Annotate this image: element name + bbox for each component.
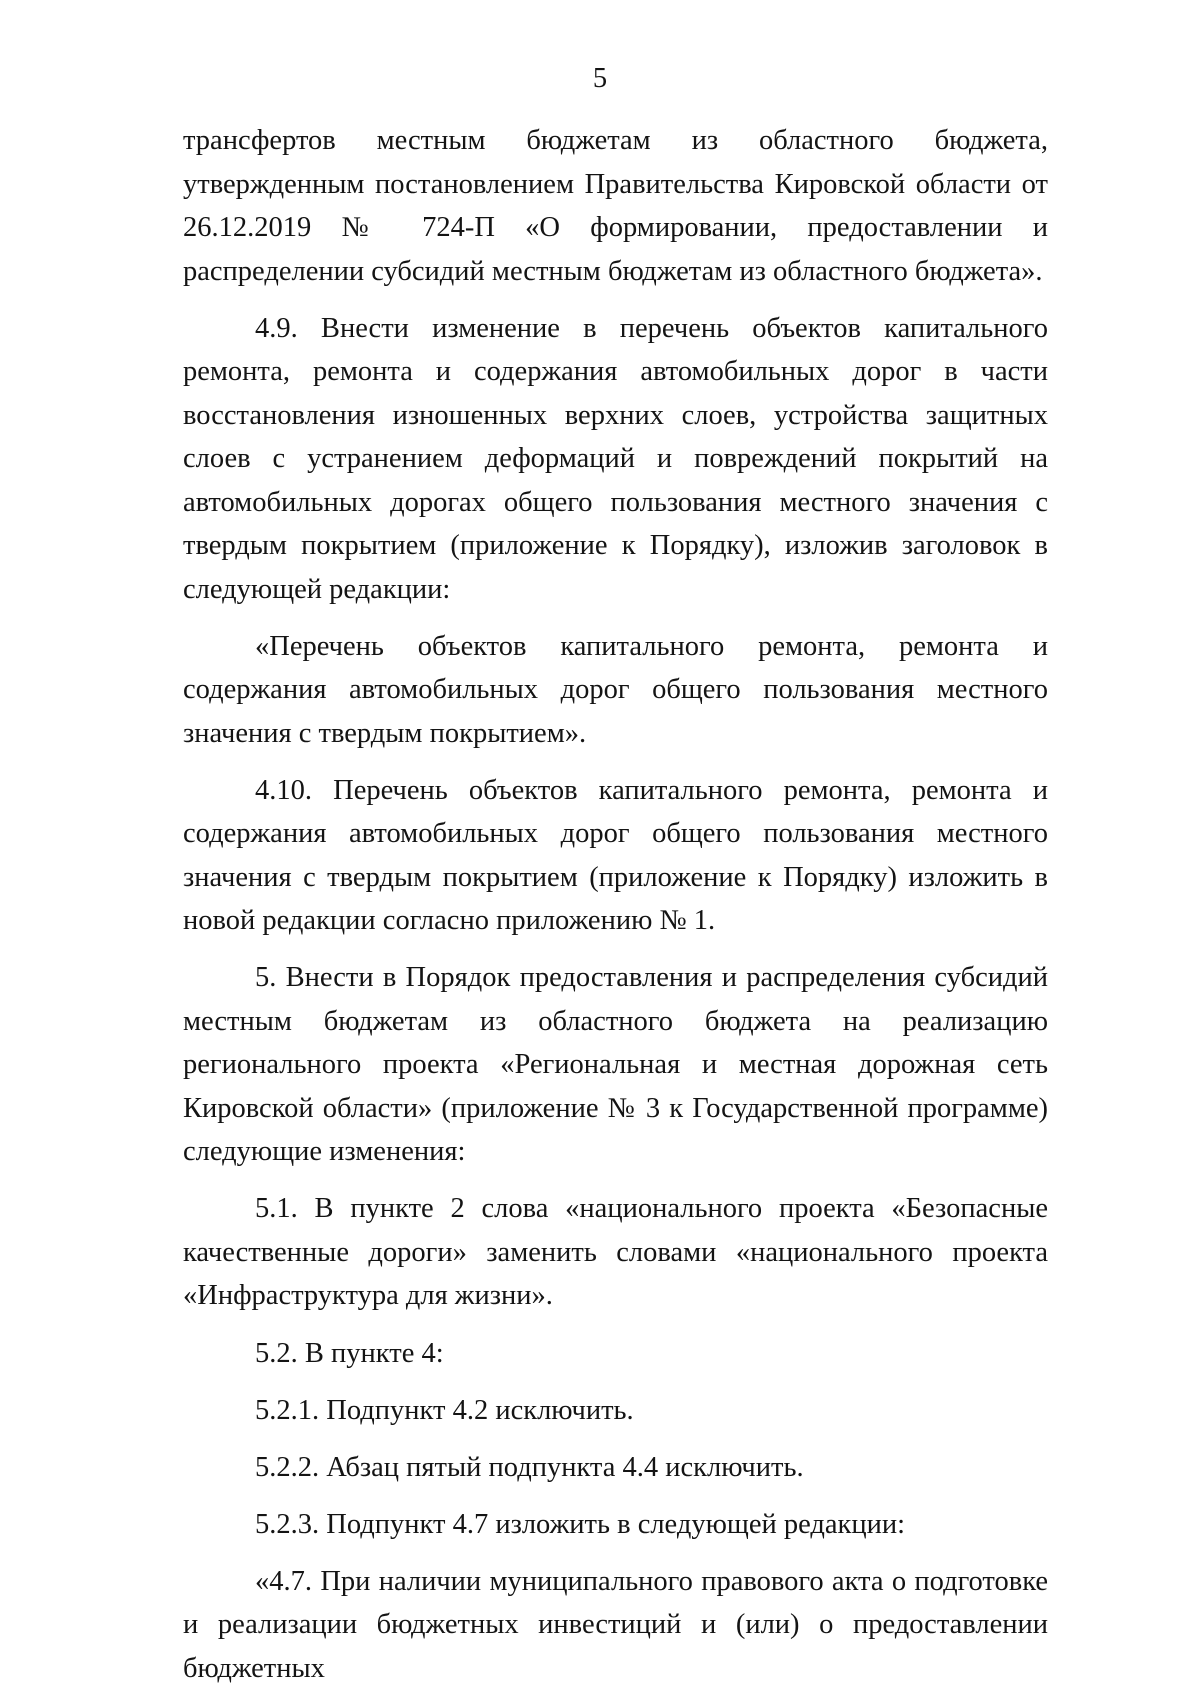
paragraph-4-10: 4.10. Перечень объектов капитального ремонта, ремонта и содержания автомобильных дорог общего пользования местного значения с твердым покрытием (приложение к Порядку) изложить в новой редакции согласно приложению № 1.: [183, 774, 1048, 937]
paragraph-5-2-2: 5.2.2. Абзац пятый подпункта 4.4 исключить.: [255, 1451, 804, 1483]
paragraph-5: 5. Внести в Порядок предоставления и распределения субсидий местным бюджетам из областного бюджета на реализацию регионального проекта «Региональная и местная дорожная сеть Кировской области» (приложение № 3 к Государственной программе) следующие изменения:: [183, 962, 1048, 1168]
paragraph-5-2-3: 5.2.3. Подпункт 4.7 изложить в следующей редакции:: [255, 1508, 906, 1540]
paragraph-4-7-quote: «4.7. При наличии муниципального правового акта о подготовке и реализации бюджетных инвестиций и (или) о предоставлении бюджетных: [183, 1565, 1048, 1684]
paragraph-transfers-continuation: трансфертов местным бюджетам из областного бюджета, утвержденным постановлением Правительства Кировской области от 26.12.2019 № 724-П «О формировании, предоставлении и распределении субсидий местным бюджетам из областного бюджета».: [183, 125, 1048, 287]
page-number: 5: [592, 63, 608, 94]
paragraph-5-2-1: 5.2.1. Подпункт 4.2 исключить.: [255, 1394, 634, 1426]
document-body: [183, 119, 1048, 1690]
paragraph-quoted-title: «Перечень объектов капитального ремонта, ремонта и содержания автомобильных дорог общего пользования местного значения с твердым покрытием».: [183, 630, 1048, 749]
paragraph-5-2: 5.2. В пункте 4:: [255, 1337, 444, 1369]
paragraph-4-9: 4.9. Внести изменение в перечень объектов капитального ремонта, ремонта и содержания автомобильных дорог в части восстановления изношенных верхних слоев, устройства защитных слоев с устранением деформаций и повреждений покрытий на автомобильных дорогах общего пользования местного значения с твердым покрытием (приложение к Порядку), изложив заголовок в следующей редакции:: [183, 312, 1048, 605]
paragraph-5-1: 5.1. В пункте 2 слова «национального проекта «Безопасные качественные дороги» заменить словами «национального проекта «Инфраструктура для жизни».: [183, 1193, 1048, 1312]
